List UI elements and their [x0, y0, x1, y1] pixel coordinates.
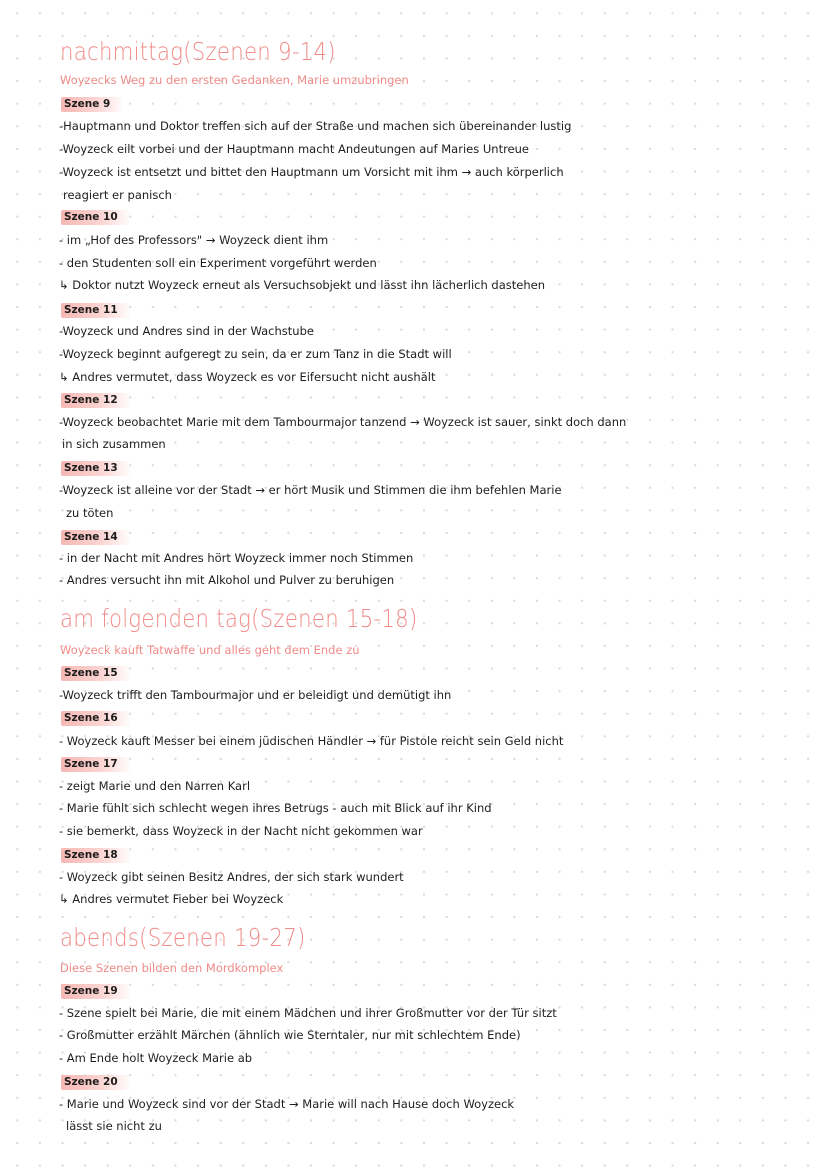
scene-label-12: Szene 12	[61, 393, 132, 408]
note-line: - Woyzeck gibt seinen Besitz Andres, der sich stark wundert	[59, 870, 404, 884]
scene-label-13: Szene 13	[61, 461, 132, 476]
note-line: - Szene spielt bei Marie, die mit einem Mädchen und ihrer Großmutter vor der Tür sitzt	[59, 1006, 557, 1020]
note-line: -Woyzeck beobachtet Marie mit dem Tambourmajor tanzend → Woyzeck ist sauer, sinkt doch dann	[59, 415, 627, 429]
note-line: - sie bemerkt, dass Woyzeck in der Nacht nicht gekommen war	[59, 824, 423, 838]
note-line: - den Studenten soll ein Experiment vorgeführt werden	[59, 256, 377, 270]
note-line: -Hauptmann und Doktor treffen sich auf der Straße und machen sich übereinander lustig	[59, 119, 572, 133]
note-line: -Woyzeck eilt vorbei und der Hauptmann macht Andeutungen auf Maries Untreue	[59, 142, 529, 156]
note-line: -Woyzeck beginnt aufgeregt zu sein, da er zum Tanz in die Stadt will	[59, 347, 452, 361]
note-line: -Woyzeck ist alleine vor der Stadt → er hört Musik und Stimmen die ihm befehlen Marie	[59, 483, 562, 497]
note-line: - Marie fühlt sich schlecht wegen ihres Betrugs - auch mit Blick auf ihr Kind	[59, 801, 492, 815]
scene-label-18: Szene 18	[61, 848, 132, 863]
note-line: - Andres versucht ihn mit Alkohol und Pulver zu beruhigen	[59, 573, 395, 587]
section-subtitle-abends: Diese Szenen bilden den Mordkomplex	[60, 961, 284, 975]
note-line: zu töten	[66, 506, 114, 520]
section-subtitle-am-folgenden-tag: Woyzeck kauft Tatwaffe und alles geht dem Ende zu	[60, 643, 360, 657]
scene-label-10: Szene 10	[61, 210, 132, 225]
section-heading-abends: abends(Szenen 19-27)	[60, 923, 306, 952]
scene-label-11: Szene 11	[61, 303, 132, 318]
note-line: -Woyzeck trifft den Tambourmajor und er beleidigt und demütigt ihn	[59, 688, 452, 702]
note-line: ↳ Andres vermutet, dass Woyzeck es vor Eifersucht nicht aushält	[59, 370, 436, 384]
scene-label-19: Szene 19	[61, 984, 132, 999]
scene-label-17: Szene 17	[61, 757, 132, 772]
note-line: ↳ Andres vermutet Fieber bei Woyzeck	[59, 892, 284, 906]
note-line: - zeigt Marie und den Narren Karl	[59, 779, 251, 793]
note-line: reagiert er panisch	[63, 188, 172, 202]
note-line: - Am Ende holt Woyzeck Marie ab	[59, 1051, 253, 1065]
note-line: lässt sie nicht zu	[66, 1119, 162, 1133]
note-line: in sich zusammen	[62, 437, 166, 451]
note-line: - Marie und Woyzeck sind vor der Stadt → Marie will nach Hause doch Woyzeck	[59, 1097, 515, 1111]
scene-label-14: Szene 14	[61, 530, 132, 545]
scene-label-9: Szene 9	[61, 97, 124, 112]
scene-label-15: Szene 15	[61, 666, 132, 681]
note-line: ↳ Doktor nutzt Woyzeck erneut als Versuchsobjekt und lässt ihn lächerlich dastehen	[59, 278, 545, 292]
note-line: -Woyzeck ist entsetzt und bittet den Hauptmann um Vorsicht mit ihm → auch körperlich	[59, 165, 564, 179]
section-subtitle-nachmittag: Woyzecks Weg zu den ersten Gedanken, Marie umzubringen	[60, 73, 409, 87]
note-line: - Woyzeck kauft Messer bei einem jüdischen Händler → für Pistole reicht sein Geld nicht	[59, 734, 564, 748]
note-line: - im „Hof des Professors" → Woyzeck dient ihm	[59, 233, 329, 247]
section-heading-am-folgenden-tag: am folgenden tag(Szenen 15-18)	[60, 604, 418, 633]
note-line: -Woyzeck und Andres sind in der Wachstube	[59, 324, 314, 338]
note-line: - Großmutter erzählt Märchen (ähnlich wie Sterntaler, nur mit schlechtem Ende)	[59, 1028, 521, 1042]
section-heading-nachmittag: nachmittag(Szenen 9-14)	[60, 37, 336, 66]
note-line: - in der Nacht mit Andres hört Woyzeck immer noch Stimmen	[59, 551, 414, 565]
scene-label-20: Szene 20	[61, 1075, 132, 1090]
scene-label-16: Szene 16	[61, 711, 132, 726]
